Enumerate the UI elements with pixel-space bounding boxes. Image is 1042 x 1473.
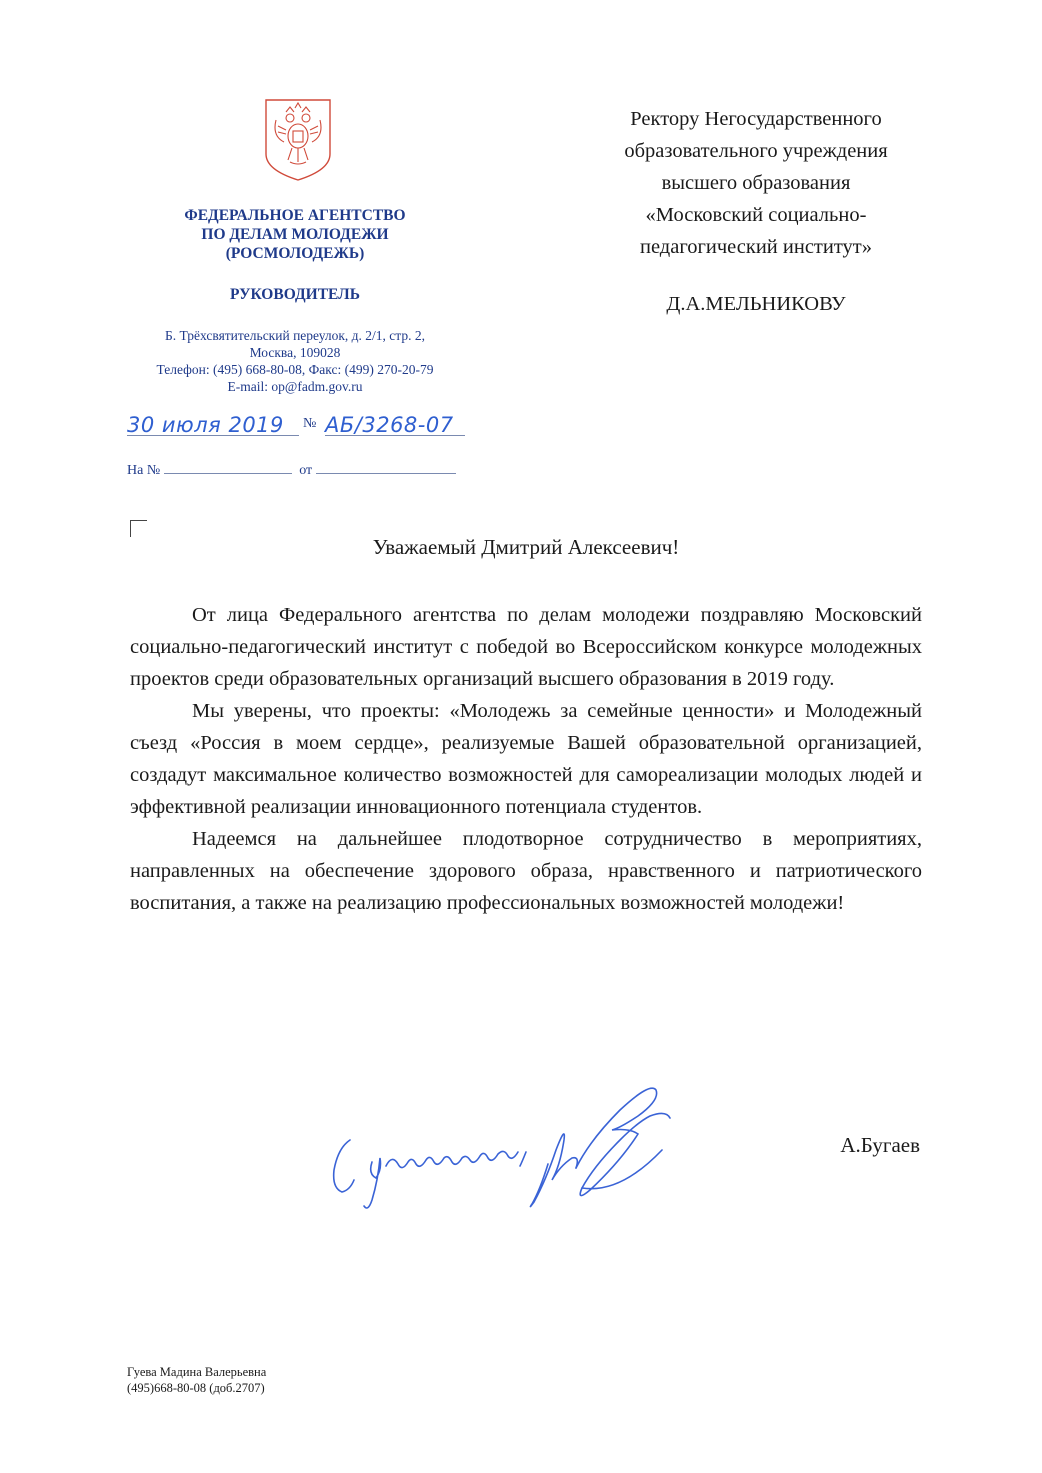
address-line: Б. Трёхсвятительский переулок, д. 2/1, стр. 2,	[165, 328, 425, 343]
date-line	[127, 413, 299, 436]
coat-of-arms-icon	[262, 96, 334, 182]
signer-name: А.Бугаев	[840, 1133, 920, 1157]
email-line: E-mail: op@fadm.gov.ru	[227, 379, 363, 394]
number-line	[325, 413, 465, 436]
reference-line	[127, 459, 456, 479]
addressee-line: педагогический институт»	[639, 236, 873, 258]
registration-number: АБ/3268-07	[325, 413, 454, 437]
salutation: Уважаемый Дмитрий Алексеевич!	[372, 535, 680, 559]
paragraph: Мы уверены, что проекты: «Молодежь за семейные ценности» и Молодежный съезд «Россия в моем сердце», реализуемые Вашей образовательной организацией, создадут максимальное количество возможностей для самореализации молодых людей и эффективной реализации инновационного потенциала студентов.	[130, 700, 922, 818]
executor-block	[127, 1364, 266, 1396]
agency-line: ПО ДЕЛАМ МОЛОДЕЖИ	[201, 226, 389, 243]
ref-label: На №	[127, 463, 161, 478]
city-line: Москва, 109028	[249, 345, 341, 360]
executor-phone: (495)668-80-08 (доб.2707)	[127, 1381, 265, 1395]
phone-line: Телефон: (495) 668-80-08, Факс: (499) 270-20-79	[156, 362, 434, 377]
registration-date: 30 июля 2019	[127, 413, 284, 437]
ref-date-blank	[316, 459, 456, 474]
addressee-line: образовательного учреждения	[624, 140, 888, 162]
paragraph: От лица Федерального агентства по делам молодежи поздравляю Московский социально-педагогический институт с победой во Всероссийском конкурсе молодежных проектов среди образовательных организаций высшего образования в 2019 году.	[130, 604, 922, 690]
addressee-line: высшего образования	[661, 172, 851, 194]
agency-name	[120, 206, 470, 263]
agency-line: (РОСМОЛОДЕЖЬ)	[225, 245, 365, 262]
ref-number-blank	[164, 459, 292, 474]
number-sign: №	[303, 416, 317, 431]
agency-line: ФЕДЕРАЛЬНОЕ АГЕНТСТВО	[184, 207, 406, 224]
addressee-line: Ректору Негосударственного	[630, 108, 882, 130]
paragraph: Надеемся на дальнейшее плодотворное сотрудничество в мероприятиях, направленных на обеспечение здорового образа, нравственного и патриотического воспитания, а также на реализацию профессиональных возможностей молодежи!	[130, 828, 922, 914]
contact-block	[120, 327, 470, 395]
addressee-block	[586, 103, 926, 263]
from-label: от	[299, 463, 313, 478]
position-title: РУКОВОДИТЕЛЬ	[230, 286, 360, 303]
addressee-name: Д.А.МЕЛЬНИКОВУ	[666, 293, 846, 315]
letter-body	[130, 599, 922, 919]
executor-name: Гуева Мадина Валерьевна	[127, 1365, 267, 1379]
handwritten-signature	[320, 1070, 680, 1220]
addressee-line: «Московский социально-	[645, 204, 867, 226]
